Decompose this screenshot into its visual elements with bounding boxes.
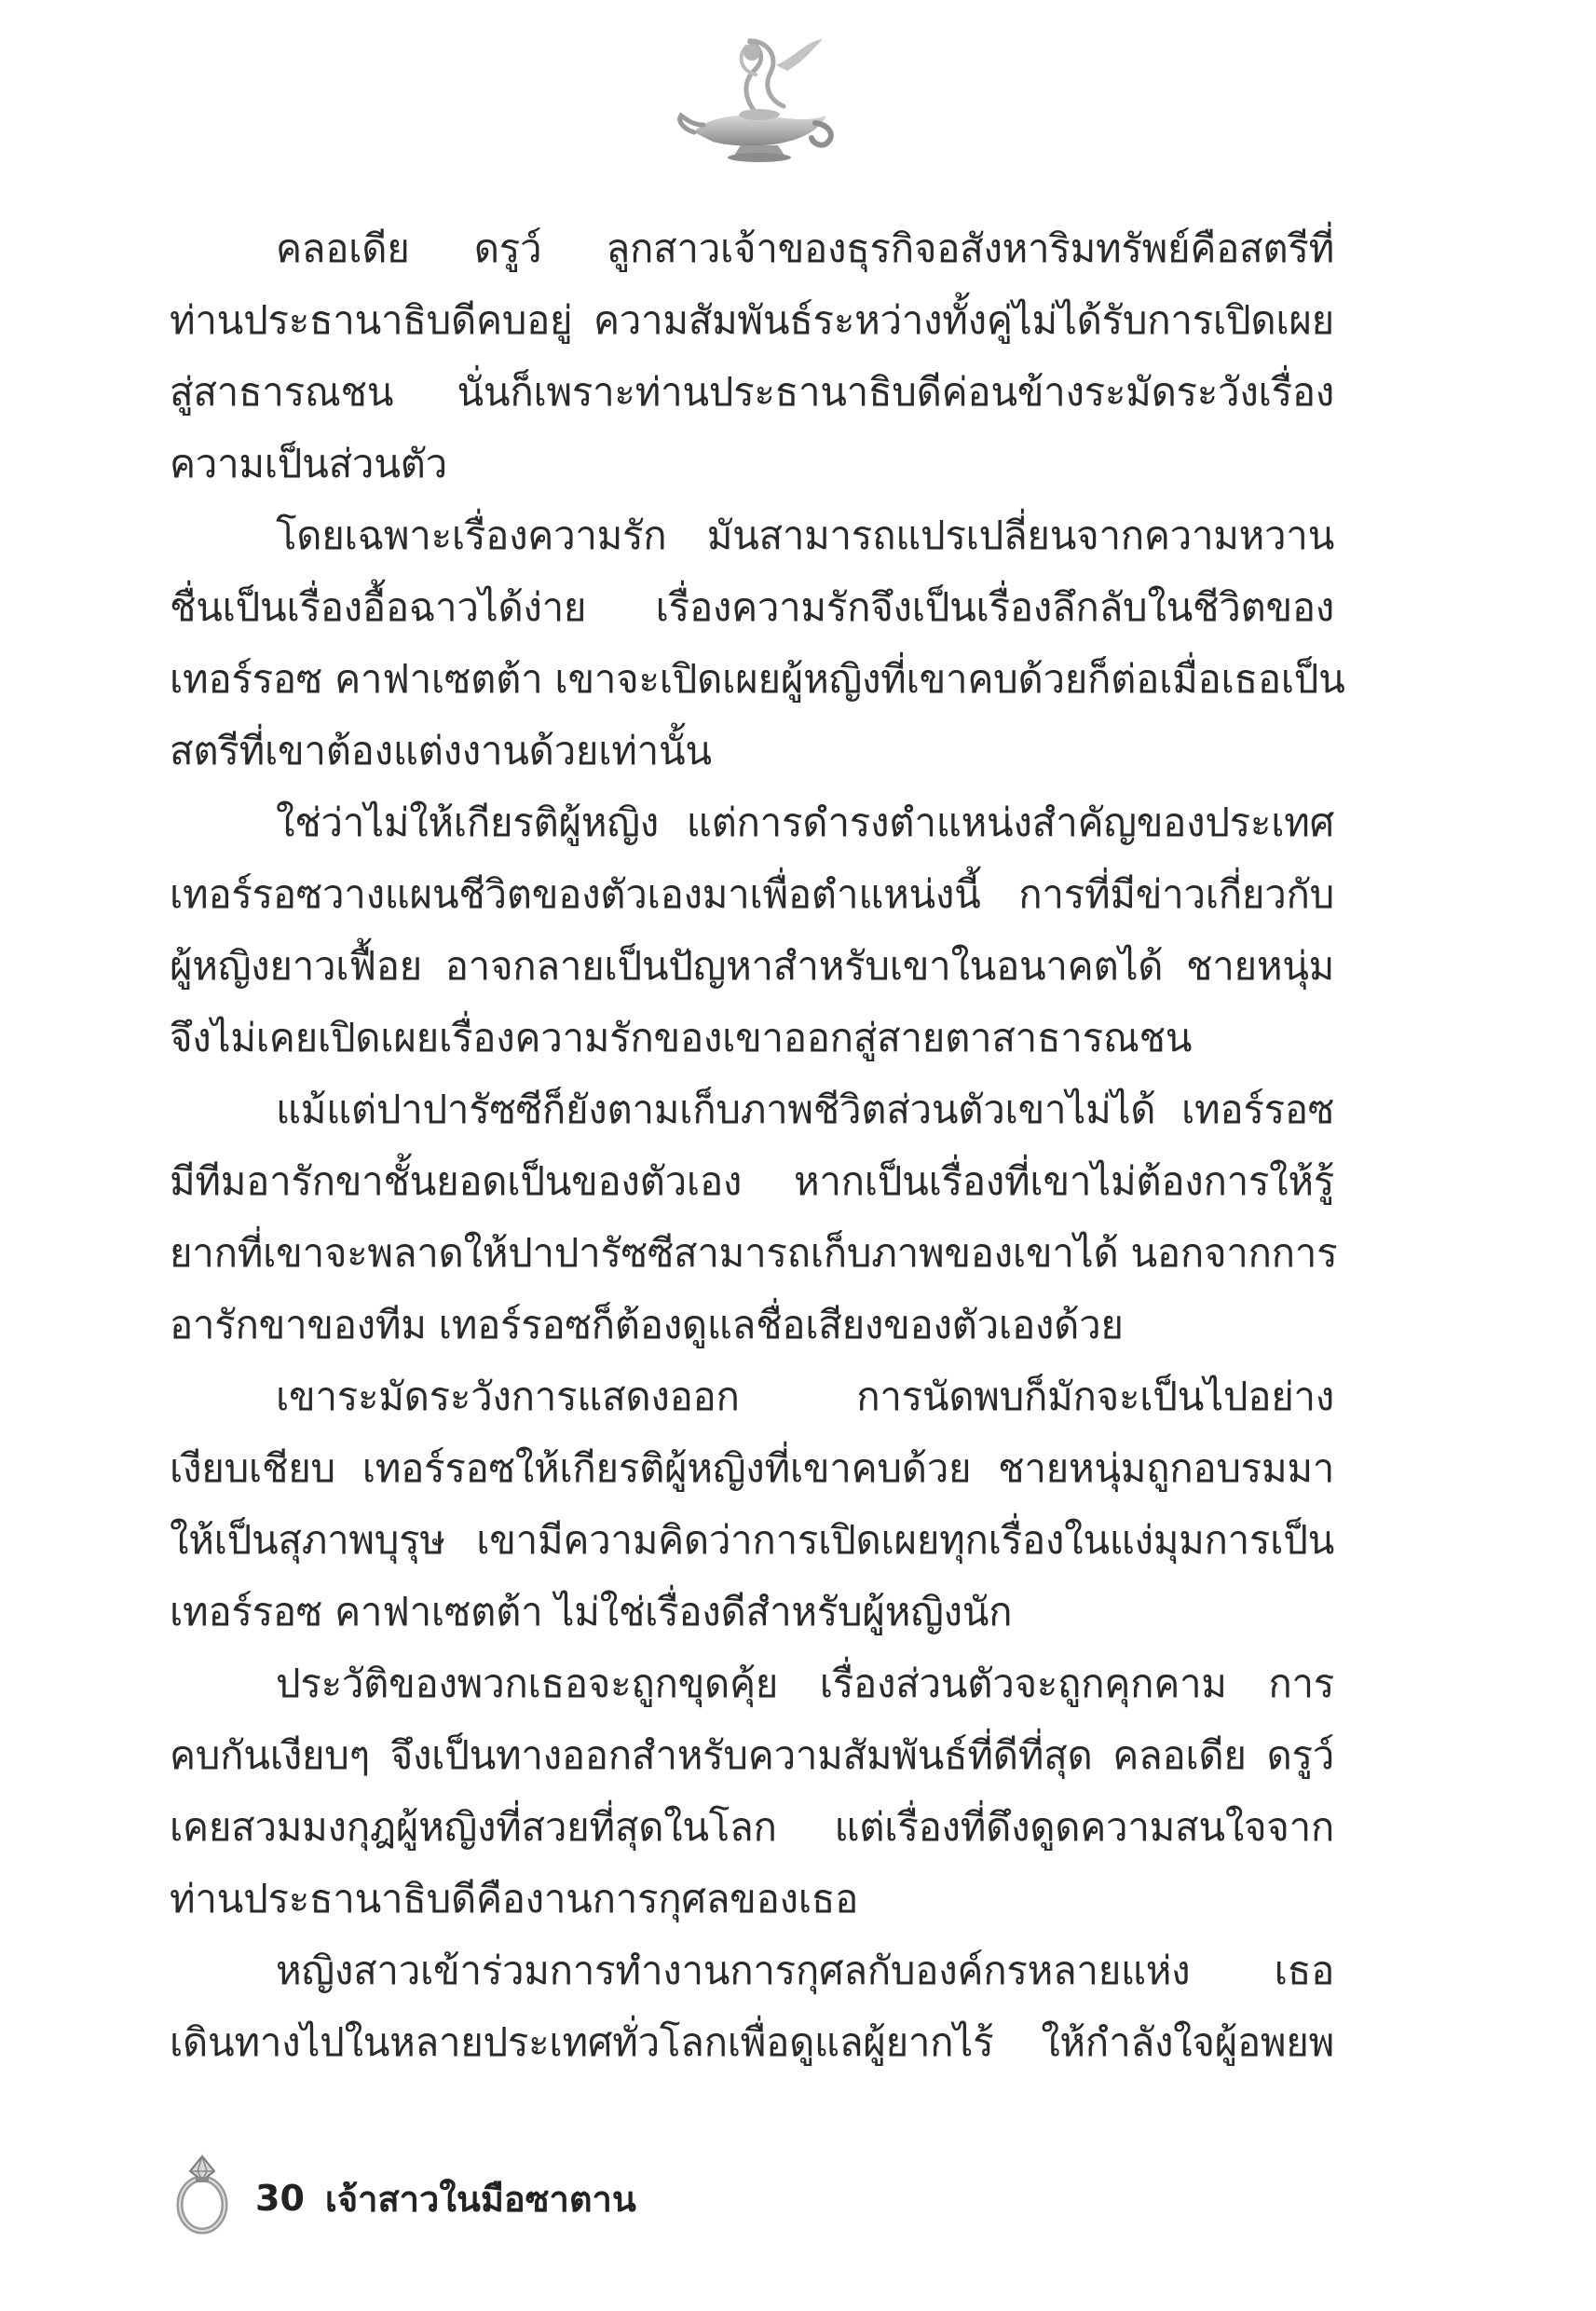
text-line: เทอร์รอซวางแผนชีวิตของตัวเองมาเพื่อตำแหน่งนี้ การที่มีข่าวเกี่ยวกับ [170, 871, 1334, 917]
paragraph [170, 1073, 1338, 1361]
text-line: อารักขาของทีม เทอร์รอซก็ต้องดูแลชื่อเสียงของตัวเองด้วย [170, 1302, 1124, 1347]
diamond-ring-icon [170, 2143, 235, 2236]
body-text [170, 212, 1345, 2078]
text-line: ให้เป็นสุภาพบุรุษ เขามีความคิดว่าการเปิดเผยทุกเรื่องในแง่มุมการเป็น [170, 1517, 1334, 1563]
genie-lamp-icon [666, 28, 843, 168]
text-line: เคยสวมมงกุฎผู้หญิงที่สวยที่สุดในโลก แต่เรื่องที่ดึงดูดความสนใจจาก [170, 1804, 1334, 1850]
book-title: เจ้าสาวในมือซาตาน [324, 2178, 636, 2220]
text-line: เทอร์รอซ คาฟาเซตต้า เขาจะเปิดเผยผู้หญิงที่เขาคบด้วยก็ต่อเมื่อเธอเป็น [170, 656, 1345, 702]
text-line: คบกันเงียบๆ จึงเป็นทางออกสำหรับความสัมพันธ์ที่ดีที่สุด คลอเดีย ดรูว์ [170, 1732, 1334, 1778]
text-line: ท่านประธานาธิบดีคืองานการกุศลของเธอ [170, 1876, 859, 1921]
text-line: ผู้หญิงยาวเฟื้อย อาจกลายเป็นปัญหาสำหรับเขาในอนาคตได้ ชายหนุ่ม [170, 943, 1334, 989]
page-number: 30 [255, 2178, 305, 2219]
text-line: เงียบเชียบ เทอร์รอซให้เกียรติผู้หญิงที่เขาคบด้วย ชายหนุ่มถูกอบรมมา [170, 1445, 1334, 1491]
paragraph [170, 1648, 1334, 1935]
paragraph [170, 1361, 1334, 1648]
text-line: ประวัติของพวกเธอจะถูกขุดคุ้ย เรื่องส่วนตัวจะถูกคุกคาม การ [276, 1661, 1334, 1706]
text-line: ท่านประธานาธิบดีคบอยู่ ความสัมพันธ์ระหว่างทั้งคู่ไม่ได้รับการเปิดเผย [170, 297, 1334, 343]
text-line: เดินทางไปในหลายประเทศทั่วโลกเพื่อดูแลผู้ยากไร้ ให้กำลังใจผู้อพยพ [170, 2019, 1334, 2065]
text-line: สู่สาธารณชน นั่นก็เพราะท่านประธานาธิบดีค่อนข้างระมัดระวังเรื่อง [170, 369, 1334, 415]
text-line: คลอเดีย ดรูว์ ลูกสาวเจ้าของธุรกิจอสังหาริมทรัพย์คือสตรีที่ [276, 226, 1334, 271]
paragraph [170, 1935, 1334, 2078]
text-line: สตรีที่เขาต้องแต่งงานด้วยเท่านั้น [170, 728, 712, 773]
text-line: จึงไม่เคยเปิดเผยเรื่องความรักของเขาออกสู่สายตาสาธารณชน [170, 1015, 1193, 1060]
text-line: แม้แต่ปาปารัซซีก็ยังตามเก็บภาพชีวิตส่วนตัวเขาไม่ได้ เทอร์รอซ [276, 1087, 1334, 1132]
text-line: เทอร์รอซ คาฟาเซตต้า ไม่ใช่เรื่องดีสำหรับผู้หญิงนัก [170, 1589, 1013, 1634]
text-line: หญิงสาวเข้าร่วมการทำงานการกุศลกับองค์กรหลายแห่ง เธอ [276, 1948, 1334, 1993]
paragraph [170, 499, 1345, 786]
text-line: ยากที่เขาจะพลาดให้ปาปารัซซีสามารถเก็บภาพของเขาได้ นอกจากการ [170, 1230, 1338, 1276]
text-line: ความเป็นส่วนตัว [170, 441, 447, 486]
text-line: มีทีมอารักขาชั้นยอดเป็นของตัวเอง หากเป็นเรื่องที่เขาไม่ต้องการให้รู้ [170, 1158, 1334, 1204]
text-line: ชื่นเป็นเรื่องอื้อฉาวได้ง่าย เรื่องความรักจึงเป็นเรื่องลึกลับในชีวิตของ [170, 584, 1334, 630]
text-line: ใช่ว่าไม่ให้เกียรติผู้หญิง แต่การดำรงตำแหน่งสำคัญของประเทศ [276, 800, 1334, 845]
paragraph [170, 786, 1334, 1073]
text-line: เขาระมัดระวังการแสดงออก การนัดพบก็มักจะเป็นไปอย่าง [276, 1374, 1334, 1419]
paragraph [170, 212, 1334, 499]
page-footer [170, 2139, 636, 2241]
text-line: โดยเฉพาะเรื่องความรัก มันสามารถแปรเปลี่ยนจากความหวาน [276, 513, 1334, 558]
